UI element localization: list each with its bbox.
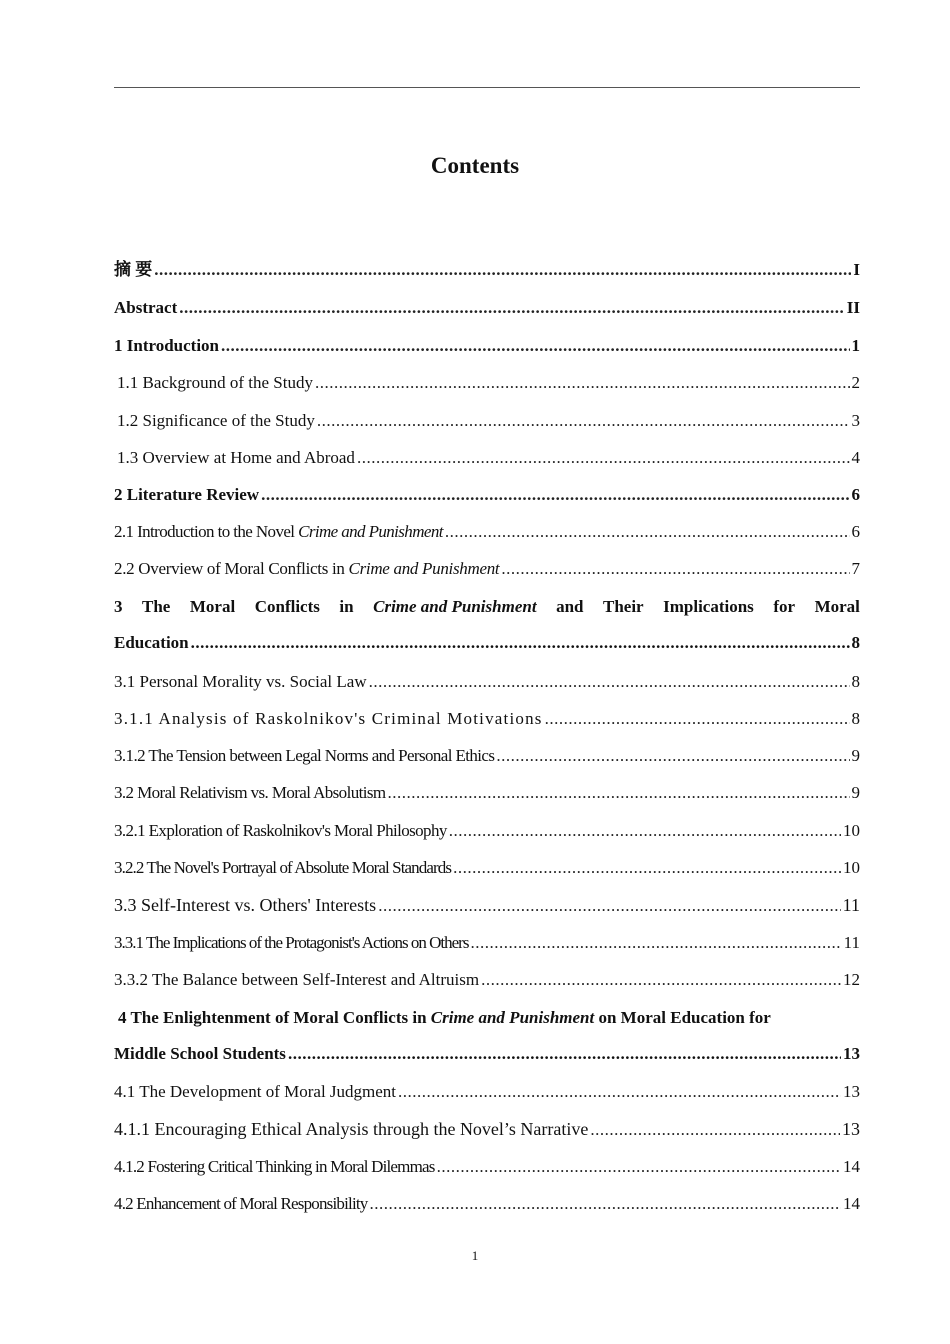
toc-entry-page: 3 — [851, 411, 860, 430]
toc-entry-line — [114, 631, 860, 655]
toc-entry-4[interactable] — [114, 1006, 860, 1066]
novel-title: Crime and Punishment — [373, 597, 537, 616]
toc-entry-page: II — [846, 298, 860, 317]
toc-entry-label: 2.1 Introduction to the Novel Crime and Punishment — [114, 522, 443, 541]
dot-leader — [481, 968, 841, 992]
toc-entry-1-1[interactable] — [114, 371, 860, 395]
toc-entry-label: 4.1 The Development of Moral Judgment — [114, 1082, 397, 1101]
dot-leader — [378, 894, 840, 918]
dot-leader — [370, 1192, 841, 1216]
dot-leader — [315, 371, 850, 395]
toc-entry-1[interactable] — [114, 334, 860, 358]
toc-entry-4-1[interactable] — [114, 1080, 860, 1104]
toc-entry-label: 4.1.1 Encouraging Ethical Analysis through the Novel’s Narrative — [114, 1119, 589, 1139]
toc-entry-abstract[interactable] — [114, 296, 860, 320]
toc-entry-3-3-2[interactable] — [114, 968, 860, 992]
dot-leader — [590, 1118, 840, 1142]
dot-leader — [470, 931, 841, 955]
toc-entry-label: 2.2 Overview of Moral Conflicts in Crime and Punishment — [114, 559, 500, 578]
toc-entry-page: 1 — [851, 336, 860, 355]
dot-leader — [191, 631, 850, 655]
dot-leader — [449, 819, 841, 843]
toc-entry-label: 3.3.2 The Balance between Self-Interest and Altruism — [114, 970, 480, 989]
toc-entry-page: 4 — [851, 448, 860, 467]
toc-entry-page: 6 — [851, 522, 860, 541]
toc-entry-2[interactable] — [114, 483, 860, 507]
novel-title: Crime and Punishment — [348, 559, 500, 578]
toc-entry-page: 10 — [843, 858, 860, 877]
toc-entry-label: 3.1.1 Analysis of Raskolnikov's Criminal Motivations — [114, 709, 543, 728]
toc-entry-page: 13 — [843, 1082, 860, 1101]
toc-entry-3-1-2[interactable] — [114, 744, 860, 768]
dot-leader — [288, 1042, 841, 1066]
toc-entry-4-1-1[interactable] — [114, 1117, 860, 1141]
dot-leader — [387, 781, 849, 805]
toc-entry-page: 10 — [843, 821, 860, 840]
toc-entry-3-1[interactable] — [114, 670, 860, 694]
toc-entry-page: 11 — [843, 933, 860, 952]
toc-entry-label: 1.3 Overview at Home and Abroad — [117, 448, 355, 467]
toc-entry-page: 8 — [851, 633, 860, 652]
toc-entry-4-2[interactable] — [114, 1192, 860, 1216]
toc-entry-page: 13 — [842, 1119, 860, 1139]
page-title: Contents — [430, 153, 520, 178]
toc-entry-label: 3.1 Personal Morality vs. Social Law — [114, 672, 367, 691]
toc-entry-abstract-cn[interactable] — [114, 258, 860, 282]
toc-entry-label: 4.2 Enhancement of Moral Responsibility — [114, 1194, 368, 1213]
toc-entry-line: 3 The Moral Conflicts in Crime and Punishment and Their Implications for Moral — [114, 595, 860, 619]
toc-entry-3-1-1[interactable] — [114, 707, 860, 731]
toc-entry-3-3[interactable] — [114, 893, 860, 917]
toc-entry-3-2-1[interactable] — [114, 819, 860, 843]
toc-entry-1-3[interactable] — [114, 446, 860, 470]
toc-entry-label: Education — [114, 633, 189, 652]
toc-entry-page: 12 — [843, 970, 860, 989]
dot-leader — [317, 409, 850, 433]
toc-entry-3-2-2[interactable] — [114, 856, 860, 880]
novel-title: Crime and Punishment — [430, 1008, 595, 1027]
toc-entry-label: 3.2.1 Exploration of Raskolnikov's Moral Philosophy — [114, 821, 447, 840]
toc-entry-page: 7 — [851, 559, 860, 578]
dot-leader — [221, 334, 849, 358]
toc-entry-label: 4.1.2 Fostering Critical Thinking in Moral Dilemmas — [114, 1157, 435, 1176]
toc-entry-line — [114, 1042, 860, 1066]
dot-leader — [369, 670, 850, 694]
toc-entry-page: 9 — [851, 783, 860, 802]
toc-entry-page: 13 — [843, 1044, 860, 1063]
toc-entry-label: 2 Literature Review — [114, 485, 260, 504]
toc-entry-1-2[interactable] — [114, 409, 860, 433]
toc-entry-label: 3.3.1 The Implications of the Protagonist's Actions on Others — [114, 933, 469, 952]
toc-entry-page: 8 — [851, 672, 860, 691]
toc-entry-page: 8 — [851, 709, 860, 728]
toc-entry-2-1[interactable] — [114, 520, 860, 544]
toc-entry-label: Middle School Students — [114, 1044, 286, 1063]
dot-leader — [445, 520, 850, 544]
page-number: 1 — [471, 1248, 479, 1263]
toc-entry-label: 摘 要 — [114, 260, 153, 279]
toc-entry-label: 3.3 Self-Interest vs. Others' Interests — [114, 895, 377, 915]
dot-leader — [453, 856, 841, 880]
novel-title: Crime and Punishment — [298, 522, 443, 541]
toc-entry-page: 2 — [851, 373, 860, 392]
dot-leader — [545, 707, 850, 731]
dot-leader — [179, 296, 845, 320]
toc-entry-label: 1.1 Background of the Study — [117, 373, 313, 392]
toc-entry-3-3-1[interactable] — [114, 931, 860, 955]
toc-entry-label: 1.2 Significance of the Study — [117, 411, 315, 430]
toc-entry-3[interactable] — [114, 595, 860, 655]
toc-entry-line: 4 The Enlightenment of Moral Conflicts in Crime and Punishment on Moral Education for — [114, 1006, 860, 1030]
dot-leader — [357, 446, 850, 470]
dot-leader — [154, 258, 851, 282]
toc-entry-label: 1 Introduction — [114, 336, 220, 355]
dot-leader — [496, 744, 849, 768]
dot-leader — [398, 1080, 841, 1104]
toc-entry-label: 3.1.2 The Tension between Legal Norms and Personal Ethics — [114, 746, 495, 765]
toc-entry-label: 3.2.2 The Novel's Portrayal of Absolute Moral Standards — [114, 858, 452, 877]
toc-entry-4-1-2[interactable] — [114, 1155, 860, 1179]
toc-entry-page: I — [853, 260, 860, 279]
dot-leader — [501, 557, 849, 581]
toc-entry-page: 9 — [851, 746, 860, 765]
toc-entry-page: 6 — [851, 485, 860, 504]
toc-entry-2-2[interactable] — [114, 557, 860, 581]
header-rule — [114, 87, 860, 88]
dot-leader — [261, 483, 849, 507]
toc-entry-page: 14 — [843, 1194, 860, 1213]
toc-entry-label: Abstract — [114, 298, 178, 317]
toc-entry-3-2[interactable] — [114, 781, 860, 805]
toc-entry-page: 11 — [842, 895, 860, 915]
toc-entry-page: 14 — [843, 1157, 860, 1176]
toc-entry-label: 3.2 Moral Relativism vs. Moral Absolutism — [114, 783, 386, 802]
dot-leader — [437, 1155, 841, 1179]
